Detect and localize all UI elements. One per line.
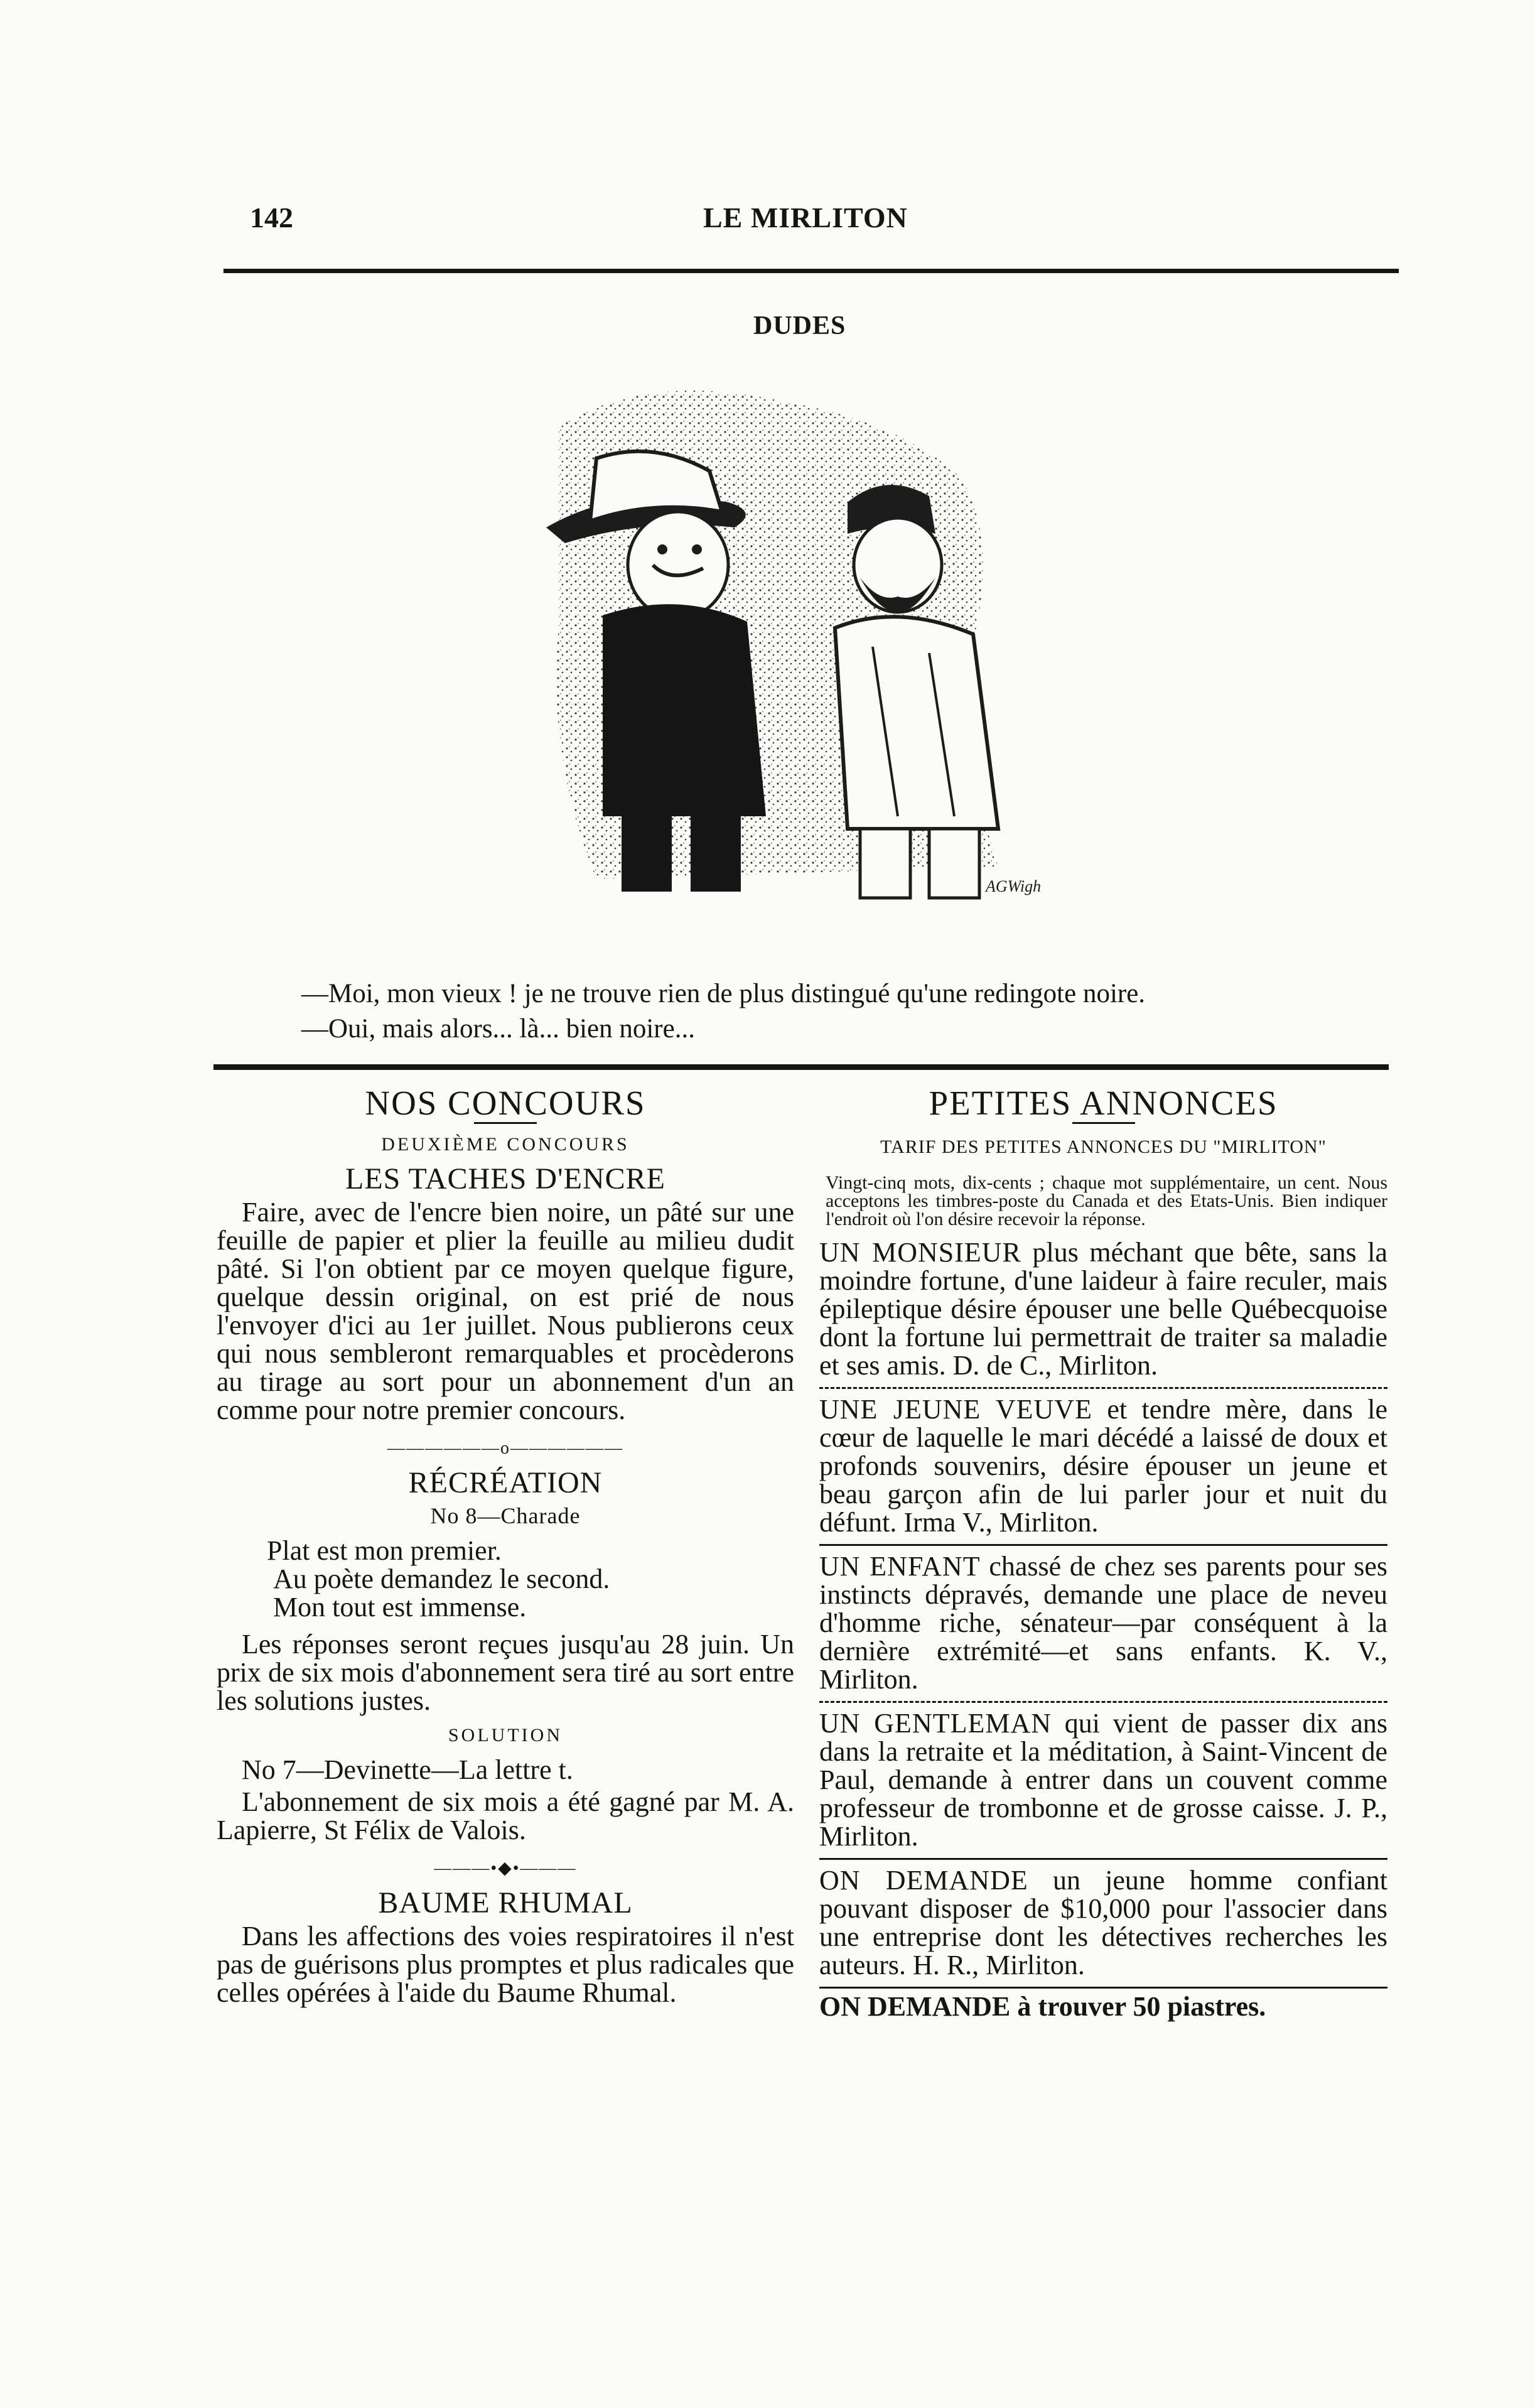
last-ad: ON DEMANDE à trouver 50 piastres.: [819, 1991, 1266, 2022]
nos-concours-heading: NOS CONCOURS: [365, 1084, 646, 1122]
ad-text: un jeune homme confiant pouvant disposer de $10,000 pour l'associer dans une entreprise dont les détectives recherches les auteurs. H. R., Mirliton.: [819, 1865, 1388, 1980]
artist-signature: AGWigh: [986, 877, 1042, 895]
tarif-text: Vingt-cinq mots, dix-cents ; chaque mot supplémentaire, un cent. Nous acceptons les timbres-poste du Canada et des Etats-Unis. Bien indiquer l'endroit où l'on désire recevoir la réponse.: [826, 1172, 1387, 1229]
baume-text: Dans les affections des voies respiratoires il n'est pas de guérisons plus promptes et plus radicales que celles opérées à l'aide du Baume Rhumal.: [217, 1921, 794, 2008]
section-rule: [213, 1064, 1389, 1070]
classified-ad: [819, 1236, 1387, 1385]
ad-divider: [819, 1387, 1387, 1389]
charade-label: No 8—Charade: [430, 1503, 581, 1528]
solution-label: SOLUTION: [448, 1725, 563, 1746]
ad-lead: UN MONSIEUR: [819, 1237, 1021, 1268]
tarif-heading: TARIF DES PETITES ANNONCES DU "MIRLITON": [880, 1137, 1327, 1157]
winner-text: L'abonnement de six mois a été gagné par M. A. Lapierre, St Félix de Valois.: [217, 1786, 794, 1845]
ad-lead: UN ENFANT: [819, 1551, 981, 1582]
classified-ad: [819, 1864, 1387, 1984]
ad-divider: [819, 1858, 1387, 1860]
baume-title: BAUME RHUMAL: [378, 1886, 633, 1919]
ad-divider: [819, 1987, 1387, 1989]
ad-lead: UN GENTLEMAN: [819, 1708, 1052, 1739]
short-rule: [474, 1122, 537, 1124]
cartoon-caption: [301, 976, 1145, 1047]
ad-divider: [819, 1701, 1387, 1703]
short-rule: [1072, 1122, 1135, 1124]
cartoon-title: DUDES: [753, 311, 846, 340]
ornament-divider: ——————o——————: [387, 1439, 623, 1458]
ornament-divider: ———•◆•———: [434, 1859, 577, 1878]
caption-line-1: —Moi, mon vieux ! je ne trouve rien de plus distingué qu'une redingote noire.: [301, 979, 1146, 1008]
solution-text: No 7—Devinette—La lettre t.: [242, 1754, 573, 1785]
classified-ad: [819, 1393, 1387, 1541]
ad-lead: ON DEMANDE: [819, 1865, 1028, 1896]
page-number: 142: [250, 202, 293, 234]
contest-label: DEUXIÈME CONCOURS: [381, 1134, 630, 1155]
classified-ad: [819, 1550, 1387, 1698]
contest-title: LES TACHES D'ENCRE: [345, 1162, 665, 1196]
ad-text: chassé de chez ses parents pour ses instincts dépravés, demande une place de neveu d'homme riche, sénateur—par conséquent à la dernière extrémité—et sans enfants. K. V., Mirliton.: [819, 1551, 1387, 1695]
contest-text: Faire, avec de l'encre bien noire, un pâté sur une feuille de papier et plier la feuille au milieu dudit pâté. Si l'on obtient par ce moyen quelque figure, quelque dessin original, on est prié de nous l'envoyer d'ici au 1er juillet. Nous publierons ceux qui nous sembleront remarquables et procèderons au tirage au sort pour un abonnement d'un an comme pour notre premier concours.: [217, 1197, 794, 1425]
ad-lead: UNE JEUNE VEUVE: [819, 1394, 1092, 1425]
header-rule: [224, 269, 1399, 273]
verse-line: Plat est mon premier.: [267, 1535, 502, 1566]
recreation-title: RÉCRÉATION: [408, 1466, 603, 1499]
caption-line-2: —Oui, mais alors... là... bien noire...: [301, 1014, 695, 1044]
responses-text: Les réponses seront reçues jusqu'au 28 juin. Un prix de six mois d'abonnement sera tiré au sort entre les solutions justes.: [217, 1629, 794, 1716]
right-column: [819, 1080, 1387, 2021]
ad-divider: [819, 1544, 1387, 1546]
ad-text: et tendre mère, dans le cœur de laquelle le mari décédé a laissé de doux et profonds souvenirs, désire épouser un jeune et beau garçon afin de lui parler jour et nuit du défunt. Irma V., Mirliton.: [819, 1394, 1388, 1538]
classified-ad: [819, 1707, 1387, 1855]
petites-annonces-heading: PETITES ANNONCES: [929, 1084, 1278, 1122]
left-column: [217, 1080, 794, 2011]
charade-verse: [217, 1536, 794, 1621]
verse-line: Mon tout est immense.: [273, 1592, 527, 1622]
ad-text: qui vient de passer dix ans dans la retraite et la méditation, à Saint-Vincent de Paul, demande à entrer dans un couvent comme professeur de trombonne et de grosse caisse. J. P., Mirliton.: [819, 1708, 1387, 1852]
publication-title: LE MIRLITON: [703, 202, 908, 234]
ad-text: plus méchant que bête, sans la moindre fortune, d'une laideur à faire reculer, mais épileptique désire épouser une belle Québecquoise dont la fortune lui permettrait de traiter sa maladie et ses amis. D. de C., Mirliton.: [819, 1237, 1387, 1381]
cartoon-illustration: [521, 377, 1111, 954]
verse-line: Au poète demandez le second.: [273, 1563, 610, 1594]
